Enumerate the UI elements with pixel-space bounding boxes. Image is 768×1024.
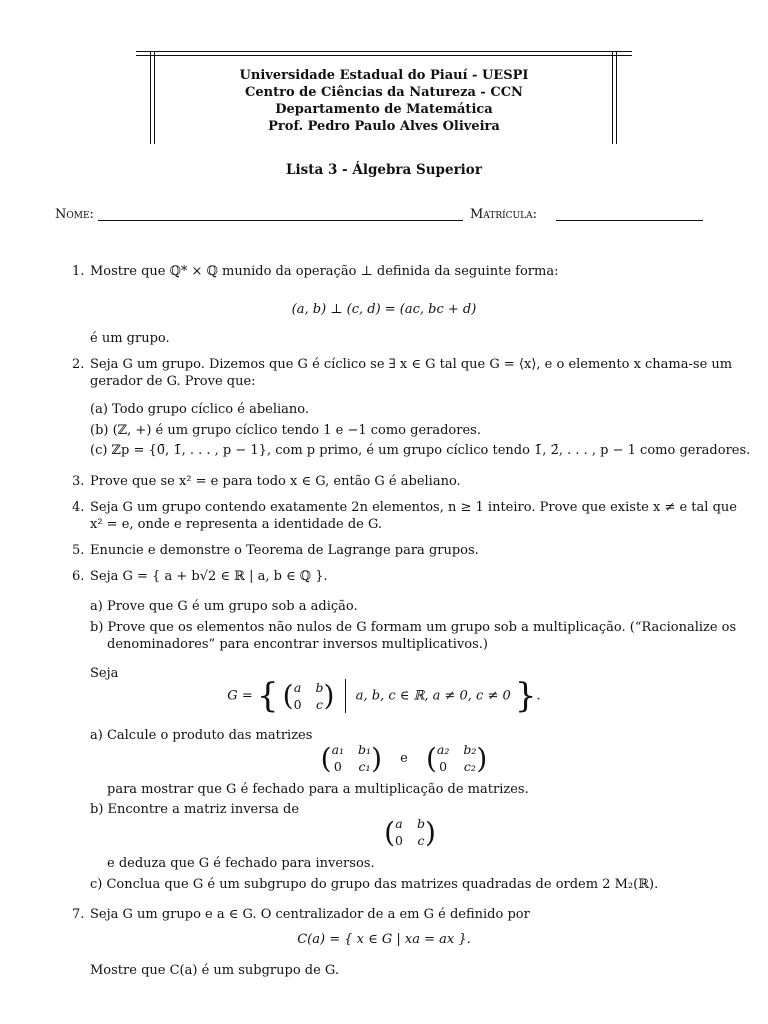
right-paren-icon: ) bbox=[424, 815, 436, 849]
q6-part-a-end: para mostrar que G é fechado para a multiplicação de matrizes. bbox=[107, 782, 529, 797]
matrix-2 bbox=[426, 742, 487, 775]
matrix-entry: 0 bbox=[439, 759, 448, 774]
q5-text: Enuncie e demonstre o Teorema de Lagrange para grupos. bbox=[90, 543, 479, 558]
q6-inverse-matrix bbox=[0, 816, 768, 849]
q2-item-b: (b) (ℤ, +) é um grupo cíclico tendo 1 e −1 como geradores. bbox=[90, 423, 481, 438]
q6-item-a: a) Prove que G é um grupo sob a adição. bbox=[90, 599, 358, 614]
matrix-1 bbox=[321, 742, 382, 775]
q6-part-a: a) Calcule o produto das matrizes bbox=[90, 728, 313, 743]
left-paren-icon: ( bbox=[384, 815, 396, 849]
matrix-entry: 0 bbox=[333, 759, 342, 774]
matrix-entry: b₁ bbox=[358, 742, 372, 757]
q6-part-c: c) Conclua que G é um subgrupo do grupo das matrizes quadradas de ordem 2 M₂(ℝ). bbox=[90, 877, 659, 892]
header-top-rule bbox=[136, 51, 632, 52]
conjunction-e: e bbox=[400, 751, 408, 766]
q3-number: 3. bbox=[72, 474, 85, 489]
department-name: Departamento de Matemática bbox=[275, 102, 493, 117]
q7-text: Seja G um grupo e a ∈ G. O centralizador de a em G é definido por bbox=[90, 907, 530, 922]
matrix-entry: a bbox=[395, 816, 403, 831]
registration-label: Matrícula: bbox=[470, 207, 537, 222]
right-paren-icon: ) bbox=[476, 741, 488, 775]
page-title: Lista 3 - Álgebra Superior bbox=[286, 162, 482, 178]
q6-set-lhs: G = bbox=[227, 688, 253, 704]
right-brace-icon: } bbox=[514, 676, 537, 716]
set-separator bbox=[345, 679, 346, 713]
q2-text-line1: Seja G um grupo. Dizemos que G é cíclico se ∃ x ∈ G tal que G = ⟨x⟩, e o elemento x chama-se um bbox=[90, 357, 733, 372]
matrix-entry: a₂ bbox=[436, 742, 450, 757]
left-brace-icon: { bbox=[256, 676, 279, 716]
name-label: Nome: bbox=[55, 207, 94, 222]
matrix-entry: c₂ bbox=[463, 759, 476, 774]
q6-part-b-end: e deduza que G é fechado para inversos. bbox=[107, 856, 375, 871]
university-name: Universidade Estadual do Piauí - UESPI bbox=[239, 68, 529, 83]
q3-text: Prove que se x² = e para todo x ∈ G, então G é abeliano. bbox=[90, 474, 461, 489]
q7-number: 7. bbox=[72, 907, 85, 922]
professor-name: Prof. Pedro Paulo Alves Oliveira bbox=[268, 119, 500, 134]
q2-number: 2. bbox=[72, 357, 85, 372]
q2-text-line2: gerador de G. Prove que: bbox=[90, 374, 256, 389]
center-name: Centro de Ciências da Natureza - CCN bbox=[245, 85, 523, 100]
right-paren-icon: ) bbox=[371, 741, 382, 775]
q6-item-b-line1: b) Prove que os elementos não nulos de G formam um grupo sob a multiplicação. (“Racionalize os bbox=[90, 620, 737, 635]
header-top-rule-inner bbox=[136, 55, 632, 56]
matrix-3 bbox=[384, 816, 436, 849]
q4-number: 4. bbox=[72, 500, 85, 515]
matrix-entry: c₁ bbox=[358, 759, 371, 774]
q4-text-line2: x² = e, onde e representa a identidade de G. bbox=[90, 517, 383, 532]
matrix-entry: c bbox=[417, 833, 425, 848]
q7-end: Mostre que C(a) é um subgrupo de G. bbox=[90, 963, 339, 978]
q4-text-line1: Seja G um grupo contendo exatamente 2n elementos, n ≥ 1 inteiro. Prove que existe x ≠ e tal que bbox=[90, 500, 737, 515]
matrix-entry: a₁ bbox=[331, 742, 345, 757]
q6-set-condition: a, b, c ∈ ℝ, a ≠ 0, c ≠ 0 bbox=[355, 688, 511, 704]
q6-item-b-line2: denominadores” para encontrar inversos multiplicativos.) bbox=[107, 637, 488, 652]
name-field-line[interactable] bbox=[98, 220, 463, 221]
q7-formula: C(a) = { x ∈ G | xa = ax }. bbox=[297, 932, 471, 947]
matrix-entry: b bbox=[416, 816, 425, 831]
q2-item-a: (a) Todo grupo cíclico é abeliano. bbox=[90, 402, 310, 417]
q6-text: Seja G = { a + b√2 ∈ ℝ | a, b ∈ ℚ }. bbox=[90, 569, 328, 584]
left-paren-icon: ( bbox=[320, 741, 332, 775]
matrix-entry: b₂ bbox=[463, 742, 477, 757]
matrix-entry: 0 bbox=[293, 696, 302, 712]
q6-set-matrix bbox=[283, 680, 335, 713]
q1-end: é um grupo. bbox=[90, 331, 170, 346]
left-paren-icon: ( bbox=[282, 679, 294, 712]
matrix-entry: a bbox=[293, 679, 302, 695]
q6-seja: Seja bbox=[90, 666, 119, 681]
q6-matrix-pair bbox=[0, 742, 768, 775]
registration-field-line[interactable] bbox=[556, 220, 703, 221]
right-paren-icon: ) bbox=[323, 679, 335, 712]
q6-number: 6. bbox=[72, 569, 85, 584]
q1-formula: (a, b) ⊥ (c, d) = (ac, bc + d) bbox=[291, 302, 477, 317]
q1-text: Mostre que ℚ* × ℚ munido da operação ⊥ definida da seguinte forma: bbox=[90, 264, 559, 279]
q1-number: 1. bbox=[72, 264, 85, 279]
q5-number: 5. bbox=[72, 543, 85, 558]
q2-item-c: (c) ℤp = {0̄, 1̄, . . . , p − 1}, com p primo, é um grupo cíclico tendo 1̄, 2̄, . . . , p − 1 como geradores. bbox=[90, 443, 751, 458]
left-paren-icon: ( bbox=[425, 741, 437, 775]
matrix-entry: 0 bbox=[395, 833, 403, 848]
q6-part-b: b) Encontre a matriz inversa de bbox=[90, 802, 300, 817]
matrix-entry: b bbox=[315, 679, 324, 695]
q6-set-definition: G = { ( a b 0 c ) a, b, c ∈ ℝ, a ≠ 0, c ≠ 0 }. bbox=[227, 676, 541, 716]
matrix-entry: c bbox=[316, 696, 324, 712]
